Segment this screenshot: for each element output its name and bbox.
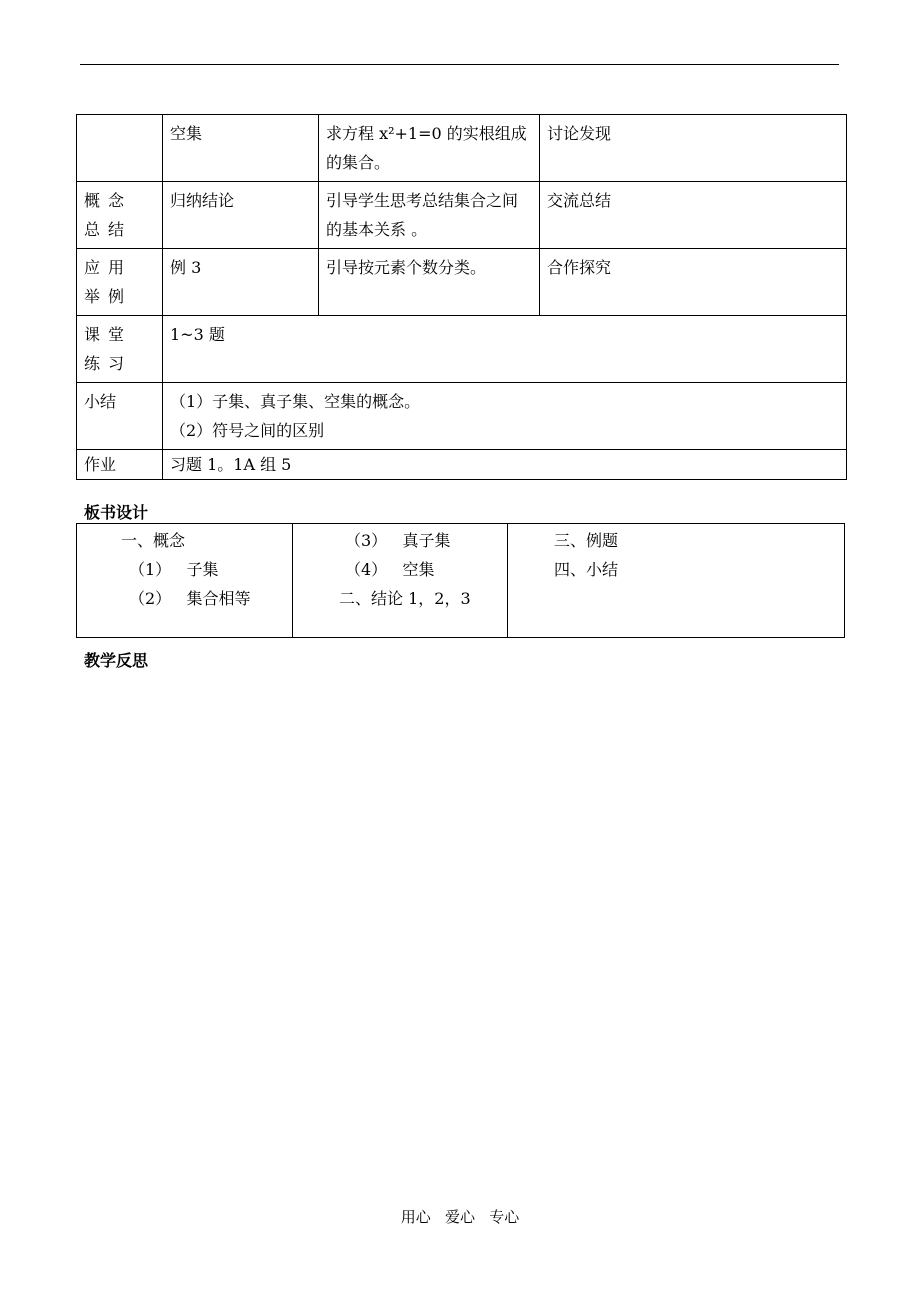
board-line: （1） 子集: [129, 560, 219, 579]
board-line: 一、概念: [121, 531, 186, 550]
stage-cell: 应用举例: [77, 249, 163, 316]
table-row: [77, 249, 847, 316]
reflection-heading: 教学反思: [84, 651, 149, 670]
teacher-activity-cell: 引导学生思考总结集合之间的基本关系 。: [319, 182, 540, 249]
teacher-activity-cell: 求方程 x²+1=0 的实根组成的集合。: [319, 115, 540, 182]
table-row: [77, 450, 847, 480]
board-column: [77, 524, 292, 637]
table-row: [77, 115, 847, 182]
board-design-box: [76, 523, 845, 638]
summary-line: （2）符号之间的区别: [170, 421, 325, 440]
board-column: [292, 524, 507, 637]
table-row: [77, 383, 847, 450]
lesson-plan-table: [76, 114, 847, 480]
board-line: （2） 集合相等: [129, 589, 251, 608]
stage-cell: 作业: [77, 450, 163, 480]
practice-cell: 1~3 题: [163, 316, 847, 383]
board-line: 三、例题: [554, 531, 619, 550]
table-row: [77, 182, 847, 249]
board-line: （3） 真子集: [345, 531, 451, 550]
student-activity-cell: 交流总结: [540, 182, 847, 249]
header-rule: [80, 64, 839, 65]
content-cell: 归纳结论: [163, 182, 319, 249]
board-line: 四、小结: [554, 560, 619, 579]
teacher-activity-cell: 引导按元素个数分类。: [319, 249, 540, 316]
stage-cell: 概念总结: [77, 182, 163, 249]
board-line: （4） 空集: [345, 560, 435, 579]
student-activity-cell: 讨论发现: [540, 115, 847, 182]
board-line: 二、结论 1，2，3: [339, 589, 471, 608]
content-cell: 例 3: [163, 249, 319, 316]
board-column: [507, 524, 844, 637]
table-row: [77, 316, 847, 383]
content-cell: 空集: [163, 115, 319, 182]
stage-cell: 课堂练习: [77, 316, 163, 383]
student-activity-cell: 合作探究: [540, 249, 847, 316]
summary-cell: [163, 383, 847, 450]
stage-cell: 小结: [77, 383, 163, 450]
page-footer: 用心 爱心 专心: [400, 1208, 520, 1226]
homework-cell: 习题 1。1A 组 5: [163, 450, 847, 480]
stage-cell: [77, 115, 163, 182]
summary-line: （1）子集、真子集、空集的概念。: [170, 392, 421, 411]
board-design-heading: 板书设计: [84, 503, 149, 522]
